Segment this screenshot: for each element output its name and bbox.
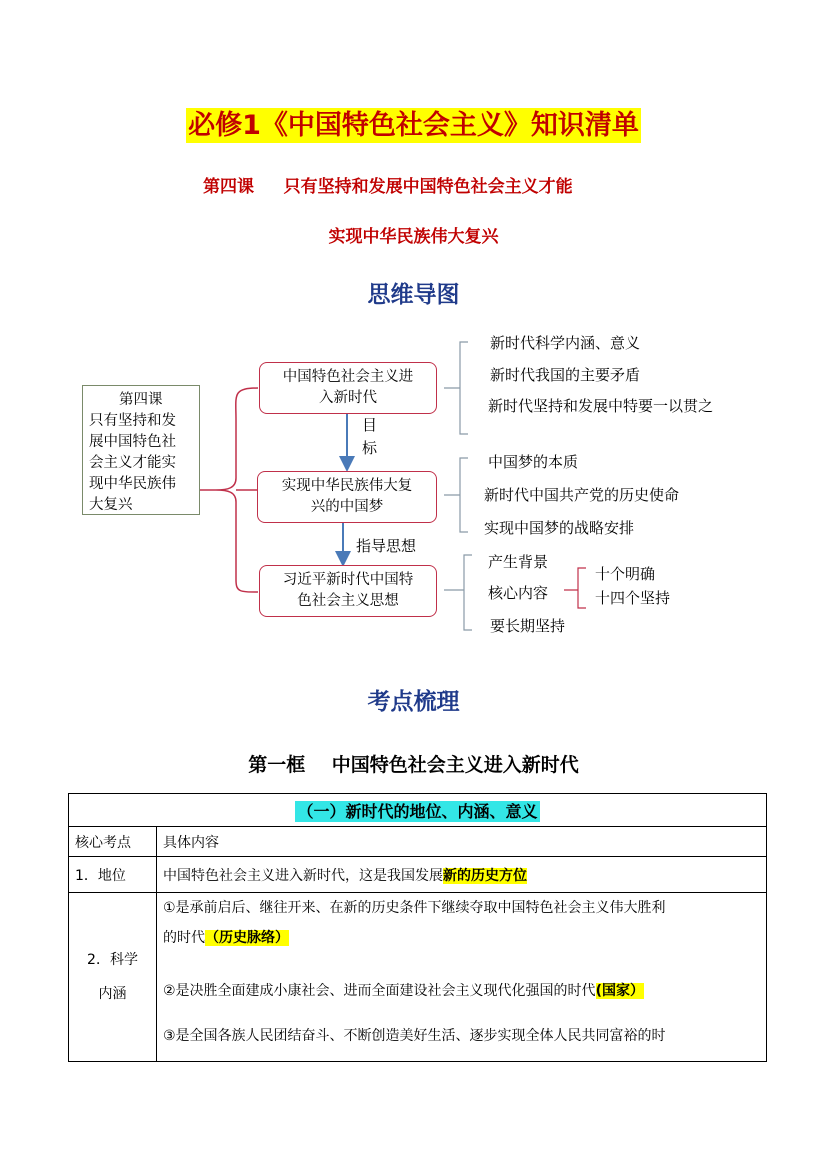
sub-leaf: 十个明确 <box>595 565 656 583</box>
row2-p3: ③是全国各族人民团结奋斗、不断创造美好生活、逐步实现全体人民共同富裕的时 <box>163 1028 666 1044</box>
row2-label-line1: 2．科学 <box>87 952 138 968</box>
table-subtitle-row <box>69 794 767 827</box>
bracket-2 <box>444 458 468 532</box>
root-line: 大复兴 <box>89 497 133 513</box>
table-subtitle: （一）新时代的地位、内涵、意义 <box>297 801 538 821</box>
row2-p1-text: ①是承前启后、继往开来、在新的历史条件下继续夺取中国特色社会主义伟大胜利 <box>163 900 666 916</box>
leaf: 实现中国梦的战略安排 <box>484 519 635 537</box>
review-heading: 考点梳理 <box>367 688 460 715</box>
main-title-text: 必修1《中国特色社会主义》知识清单 <box>188 110 639 141</box>
bracket-4 <box>564 568 586 608</box>
section-heading: 第一框 中国特色社会主义进入新时代 <box>248 754 579 776</box>
root-line: 展中国特色社 <box>89 434 176 450</box>
row1-highlight: 新的历史方位 <box>443 867 527 884</box>
leaf: 中国梦的本质 <box>488 453 579 471</box>
root-line: 会主义才能实 <box>89 455 176 471</box>
sub-leaf: 十四个坚持 <box>595 589 671 607</box>
root-line: 只有坚持和发 <box>89 413 176 429</box>
leaf: 新时代科学内涵、意义 <box>490 334 641 352</box>
table-subtitle-cell <box>69 794 767 827</box>
table-row <box>69 893 767 1062</box>
row2-p1-highlight: （历史脉络） <box>205 930 289 946</box>
arrow-label-guiding: 指导思想 <box>356 537 417 555</box>
header-col2: 具体内容 <box>157 827 767 857</box>
node-label-line: 习近平新时代中国特 <box>282 572 414 588</box>
row1-content <box>157 857 767 893</box>
node-label-line: 入新时代 <box>319 390 377 406</box>
bracket-3 <box>444 555 472 630</box>
row2-p2-text: ②是决胜全面建成小康社会、进而全面建设社会主义现代化强国的时代 <box>163 983 596 999</box>
leaf: 新时代坚持和发展中特要一以贯之 <box>488 397 714 415</box>
row2-p1 <box>163 893 760 953</box>
leaf: 要长期坚持 <box>490 617 566 635</box>
row2-label-line2: 内涵 <box>98 986 127 1002</box>
table-header-row <box>69 827 767 857</box>
row2-label <box>69 893 157 1062</box>
row1-label: 1．地位 <box>69 857 157 893</box>
root-line: 第四课 <box>119 392 163 408</box>
node-label-line: 色社会主义思想 <box>297 593 399 609</box>
leaf: 新时代我国的主要矛盾 <box>490 366 641 384</box>
mindmap-heading: 思维导图 <box>367 281 460 308</box>
arrow-label-goal-2: 标 <box>362 439 378 457</box>
node-label-line: 实现中华民族伟大复 <box>281 478 413 494</box>
node-label-line: 中国特色社会主义进 <box>282 369 414 385</box>
leaf: 核心内容 <box>488 584 549 602</box>
row2-p1-text2: 的时代 <box>163 930 205 946</box>
knowledge-table <box>68 793 767 1062</box>
row1-text: 中国特色社会主义进入新时代，这是我国发展 <box>163 867 443 884</box>
mindmap-node-xi-thought <box>259 565 437 617</box>
header-col1: 核心考点 <box>69 827 157 857</box>
lesson-title-line2: 实现中华民族伟大复兴 <box>328 227 499 247</box>
leaf: 新时代中国共产党的历史使命 <box>484 486 680 504</box>
row2-p2 <box>163 975 760 1008</box>
mindmap-node-chinese-dream <box>257 471 437 523</box>
root-line: 现中华民族伟 <box>89 476 176 492</box>
leaf: 产生背景 <box>488 553 549 571</box>
bracket-1 <box>444 342 468 434</box>
lesson-title-line1: 第四课 只有坚持和发展中国特色社会主义才能 <box>203 177 573 197</box>
row2-p2-highlight: (国家） <box>595 983 644 999</box>
row2-content <box>157 893 767 1062</box>
mindmap-node-new-era <box>259 362 437 414</box>
arrow-label-goal-1: 目 <box>362 416 378 434</box>
mindmap-root <box>82 385 200 515</box>
table-row <box>69 857 767 893</box>
node-label-line: 兴的中国梦 <box>310 499 384 515</box>
